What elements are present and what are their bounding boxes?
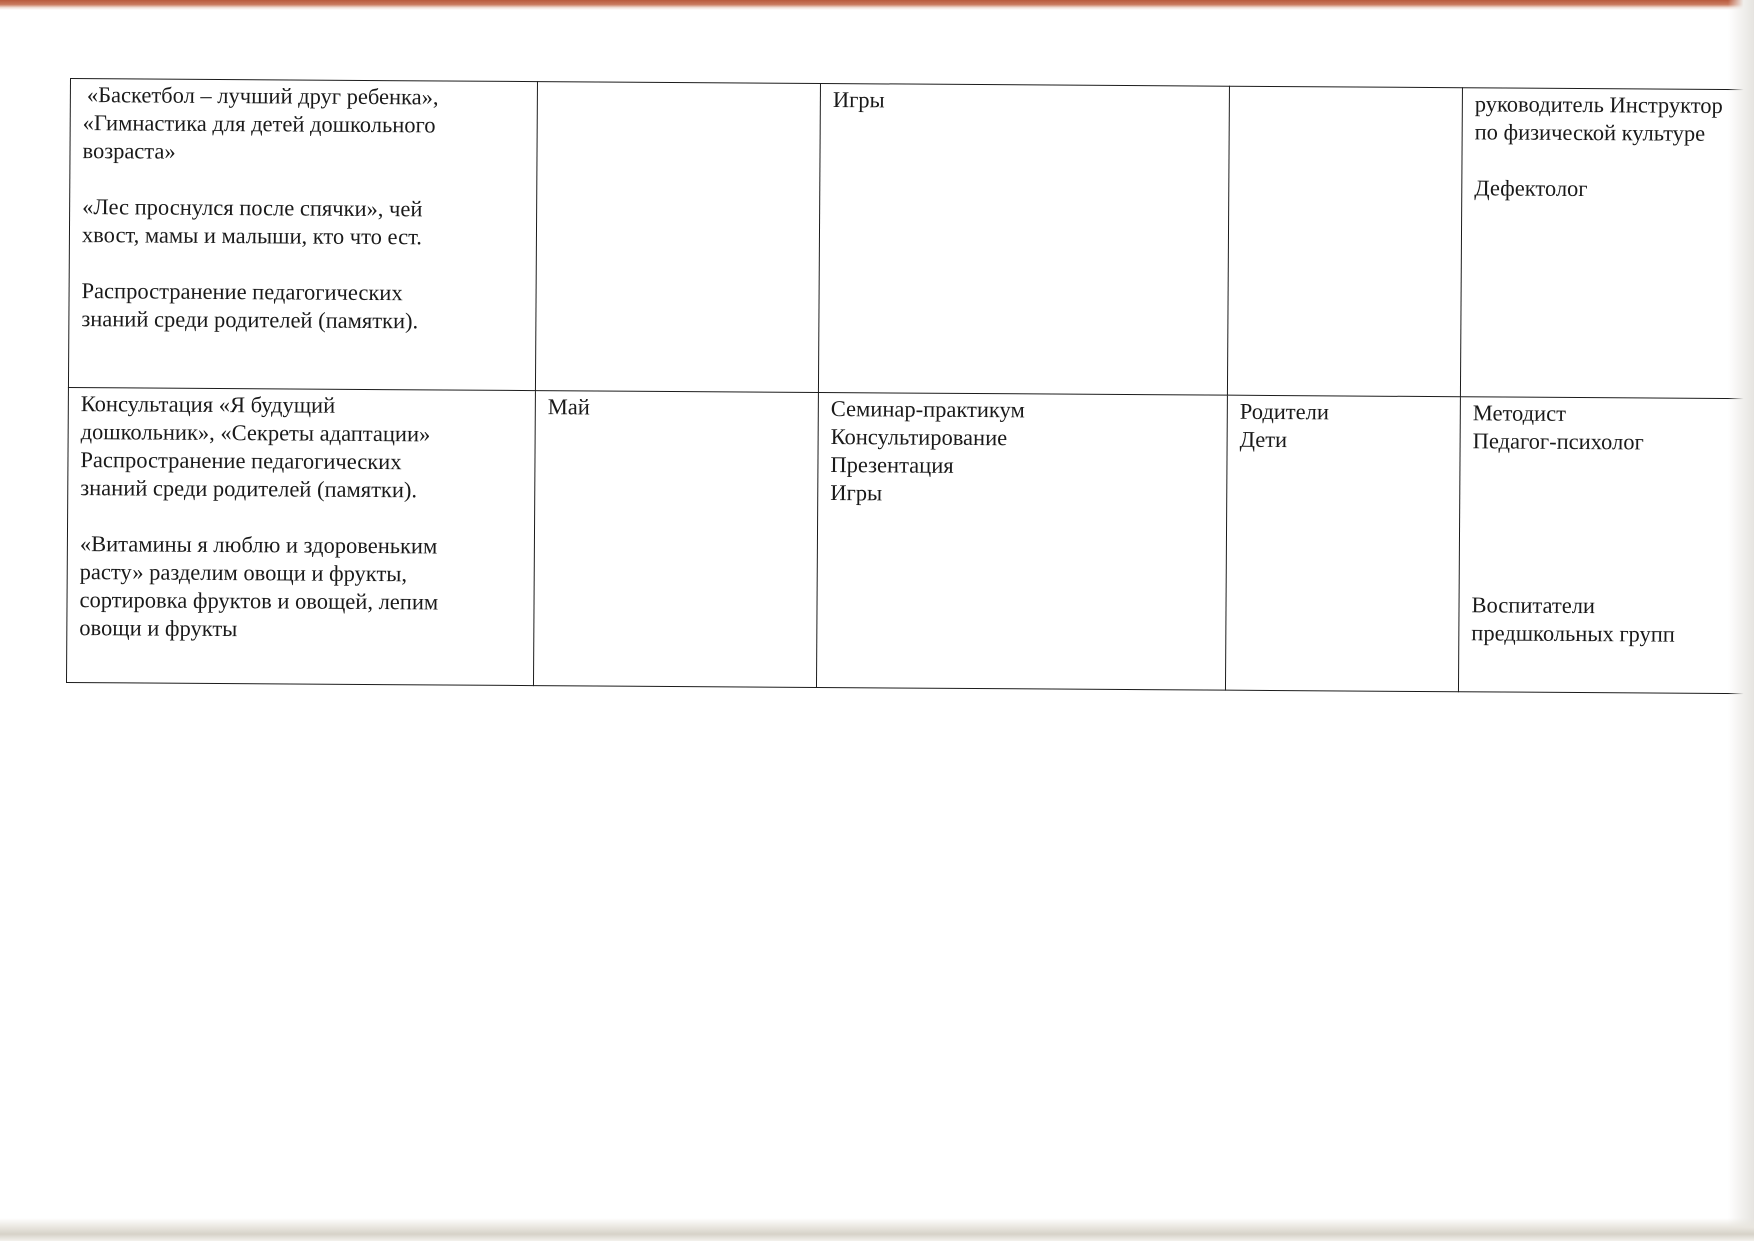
cell-text-line: знаний среди родителей (памятки).	[80, 475, 418, 503]
paragraph-gap	[82, 249, 528, 280]
responsible-cell	[1460, 88, 1754, 399]
cell-text-line: Консультирование	[830, 424, 1008, 451]
participants-cell	[1227, 86, 1462, 397]
cell-text-line: знаний среди родителей (памятки).	[81, 306, 419, 334]
period-cell	[535, 82, 820, 393]
cell-text-line: Май	[547, 394, 590, 420]
cell-text-line: Распространение педагогических	[80, 447, 402, 475]
paragraph-gap	[82, 165, 528, 196]
cell-text-line: «Баскетбол – лучший друг ребенка»,	[86, 82, 439, 110]
cell-text-line: дошкольник», «Секреты адаптации»	[80, 419, 431, 447]
cell-text-line: возраста»	[82, 138, 176, 164]
cell-text-line: «Гимнастика для детей дошкольного	[82, 110, 436, 138]
cell-text-line: расту» разделим овощи и фрукты,	[79, 559, 408, 587]
participants-cell	[1225, 395, 1460, 692]
content-cell	[66, 387, 535, 685]
cell-text-line: Дети	[1239, 426, 1288, 453]
cell-text-line: предшкольных групп	[1471, 620, 1675, 647]
cell-text-line: хвост, мамы и малыши, кто что ест.	[81, 222, 422, 250]
cell-text-line: Воспитатели	[1471, 592, 1596, 619]
cell-text-line: Родители	[1239, 398, 1330, 425]
cell-text-line: овощи и фрукты	[79, 615, 238, 642]
cell-text-line: Презентация	[830, 452, 954, 478]
cell-text-line: Методист	[1472, 400, 1567, 426]
paragraph-gap	[80, 502, 526, 533]
cell-text-line: Игры	[830, 480, 883, 506]
content-cell	[68, 79, 537, 391]
cell-text-line: Дефектолог	[1474, 175, 1588, 202]
cell-text-line: Распространение педагогических	[81, 278, 403, 306]
page-right-edge	[1728, 0, 1754, 1241]
period-cell	[533, 391, 818, 688]
paragraph-gap	[1472, 455, 1754, 593]
cell-text-line: сортировка фруктов и овощей, лепим	[79, 587, 439, 615]
page-bottom-edge	[0, 1218, 1754, 1241]
forms-cell	[818, 83, 1229, 395]
cell-text-line: по физической культуре	[1474, 119, 1706, 146]
cell-text-line: Педагог-психолог	[1472, 428, 1644, 455]
cell-text-line: «Витамины я люблю и здоровеньким	[79, 531, 438, 559]
cell-text-line: Семинар-практикум	[830, 396, 1025, 423]
cell-text-line: руководитель Инструктор	[1474, 91, 1723, 118]
paragraph-gap	[1474, 146, 1754, 176]
table-row	[66, 387, 1754, 694]
forms-cell	[816, 392, 1227, 690]
page-top-edge	[0, 0, 1754, 10]
table-row	[68, 79, 1754, 400]
responsible-cell	[1458, 397, 1754, 694]
cell-text-line: Игры	[832, 87, 885, 113]
cell-text-line: Консультация «Я будущий	[80, 391, 336, 418]
activity-plan-table	[66, 78, 1754, 695]
cell-text-line: «Лес проснулся после спячки», чей	[82, 194, 423, 222]
